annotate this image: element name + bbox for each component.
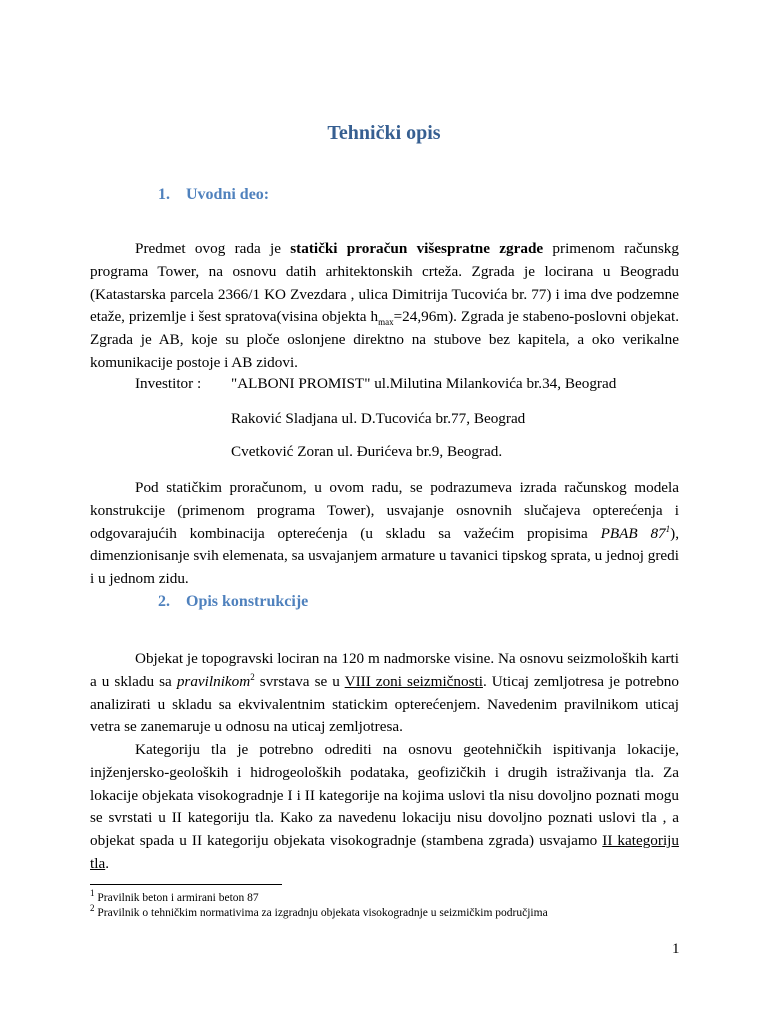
footnote-number: 1: [90, 888, 95, 899]
investor-line-3: Cvetković Zoran ul. Đurićeva br.9, Beograd.: [231, 443, 503, 460]
section-label: Opis konstrukcije: [186, 593, 309, 610]
location-paragraph: [90, 648, 679, 739]
underlined-text: VIII zoni seizmičnosti: [344, 672, 483, 690]
footnote-ref: 1: [665, 523, 671, 534]
soil-paragraph: [90, 739, 679, 876]
section-heading-1: [158, 186, 269, 204]
text-run: Pod statičkim proračunom, u ovom radu, se podrazumeva izrada računskog modela konstrukcije (primenom programa Tower), usvajanje osnovnih slučajeva opterećenja i odgovarajućih kombinacija opterećenja (u skladu sa važećim propisima: [90, 479, 679, 542]
italic-reference: pravilnikom: [176, 672, 251, 690]
investor-label: Investitor :: [135, 375, 202, 392]
footnote-text: Pravilnik beton i armirani beton 87: [94, 892, 259, 904]
page-number: 1: [672, 941, 680, 957]
scope-paragraph: [90, 477, 679, 591]
text-run: ), dimenzionisanje svih elemenata, sa usvajanjem armature u tavanici tipskog sprata, u jednoj gredi i u jednom zidu.: [90, 524, 680, 588]
text-run: primenom računskg programa Tower, na osnovu datih arhitektonskih crteža. Zgrada je locirana u Beogradu (Katastarska parcela 2366/1 KO Zvezdara , ulica Dimitrija Tucovića br. 77) i ima dve podzemne etaže, prizemlje i šest spratova(visina objekta h: [90, 240, 679, 326]
text-run: =24,96m). Zgrada je stabeno-poslovni objekat. Zgrada je AB, koje su ploče oslonjene direktno na stubove bez kapitela, a oko verikalne komunikacije postoje i AB zidovi.: [90, 308, 679, 371]
footnote-number: 2: [90, 903, 95, 914]
text-run: Predmet ovog rada je: [135, 240, 291, 257]
footnote-ref: 2: [250, 671, 255, 682]
footnote-text: Pravilnik o tehničkim normativima za izgradnju objekata visokogradnje u seizmičkim područjima: [94, 907, 548, 919]
investor-line-1: "ALBONI PROMIST" ul.Milutina Milankovića br.34, Beograd: [231, 375, 617, 392]
section-label: Uvodni deo:: [186, 186, 270, 203]
footnote-separator: [90, 884, 282, 885]
text-run: Objekat je topogravski lociran na 120 m nadmorske visine. Na osnovu seizmoloških karti a u skladu sa: [90, 650, 679, 690]
document-title: Tehnički opis: [327, 122, 441, 144]
intro-paragraph: [90, 238, 679, 375]
footnote-1: [90, 888, 259, 904]
investor-line-2: Raković Sladjana ul. D.Tucovića br.77, Beograd: [231, 410, 526, 427]
text-run: Kategoriju tla je potrebno odrediti na osnovu geotehničkih ispitivanja lokacije, injženjersko-geoloških i hidrogeoloških podataka, geofizičkih i drugih istraživanja tla. Za lokacije objekata visokogradnje I i II kategorije na kojima uslovi tla nisu dovoljno poznati mogu se svrstati u II kategoriju tla. Kako za navedenu lokaciju nisu dovoljno poznati uslovi tla , a objekat spada u II kategoriju objekata visokogradnje (stambena zgrada) usvajamo: [90, 741, 679, 850]
text-run: svrstava se u: [254, 672, 345, 690]
section-number: 2.: [158, 593, 170, 610]
section-heading-2: [158, 593, 308, 611]
text-run: . Uticaj zemljotresa je potrebno analizirati u skladu sa ekvivalentnim statickim opterećenjem. Navedenim pravilnikom uticaj vetra se zanemaruje u odnosu na uticaj zemljotresa.: [90, 672, 679, 736]
italic-reference: PBAB 87: [600, 524, 666, 542]
subscript: max: [378, 317, 394, 328]
underlined-text: II kategoriju tla: [90, 832, 679, 872]
section-number: 1.: [158, 186, 170, 203]
footnote-2: [90, 903, 548, 919]
text-run: .: [105, 854, 109, 872]
bold-text: statički proračun višespratne zgrade: [290, 240, 544, 257]
